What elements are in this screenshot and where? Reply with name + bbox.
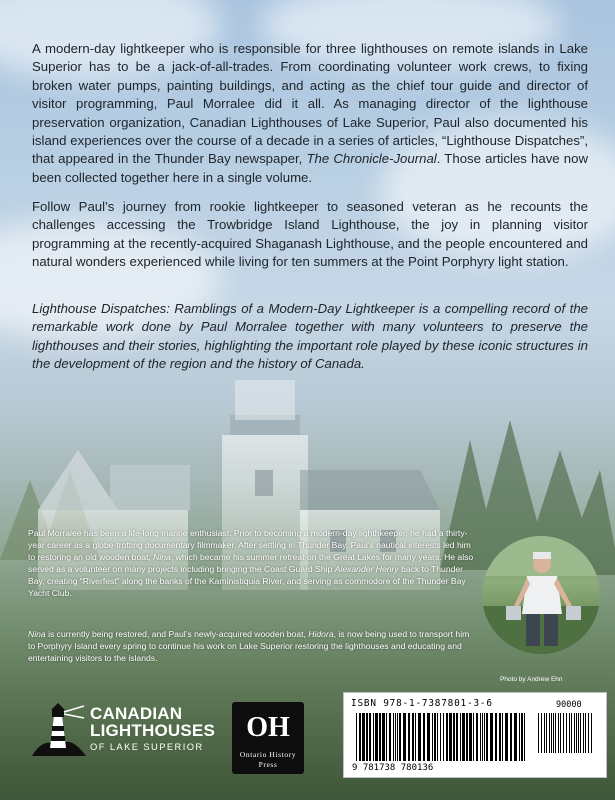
barcode-bar <box>476 713 478 761</box>
barcode-digits: 9 781738 780136 <box>352 763 434 773</box>
barcode-bar <box>389 713 391 761</box>
barcode-bar <box>490 713 493 761</box>
lighthouse-icon <box>30 700 88 760</box>
person-with-buckets-icon <box>482 536 600 654</box>
cl-logo-line1: CANADIAN <box>90 704 183 723</box>
barcode-bar <box>375 713 378 761</box>
author-bio-paragraph-2: Nina is currently being restored, and Paul’s newly-acquired wooden boat, Hidora, is now being used to transport him to Porphyry Island every spring to continue his work on Lake Superior restoring the lighthouses and educating and entertaining visitors to the islands. <box>28 629 470 664</box>
barcode-bar <box>560 713 561 753</box>
author-bio-paragraph-1: Paul Morralee has been a life-long marine enthusiast. Prior to becoming a modern-day lighthkeeper, he had a thirty-year career as a globe-trotting documentary filmmaker. After settling in Thunder Bay, Paul’s nautical interests led him to restoring an old wooden boat, Nina, which became his summer retreat on the Great Lakes for many years. He also served as a volunteer on many projects including bringing the Coast Guard Ship Alexander Henry back to Thunder Bay, creating “Riverfest” along the banks of the Kaministiquia River, and serving as commodore of the Thunder Bay Yacht Club. <box>28 528 474 599</box>
cl-logo-line3: OF LAKE SUPERIOR <box>90 741 204 752</box>
barcode-bar <box>399 713 401 761</box>
barcode-bar <box>553 713 554 753</box>
ohp-line2: Press <box>258 760 278 769</box>
barcode-bar <box>449 713 452 761</box>
barcode-bar <box>502 713 503 761</box>
barcode-bar <box>482 713 483 761</box>
barcode-bar <box>519 713 520 761</box>
barcode-bar <box>546 713 547 753</box>
barcode-bar <box>585 713 586 753</box>
barcode-bar <box>555 713 556 753</box>
barcode-bar <box>460 713 461 761</box>
barcode-bar <box>578 713 579 753</box>
barcode-bar <box>524 713 525 761</box>
barcode-bar <box>456 713 458 761</box>
barcode-bar <box>571 713 572 753</box>
barcode-bar <box>558 713 559 753</box>
barcode-bar <box>549 713 550 753</box>
roof <box>38 450 118 510</box>
barcode-bar <box>588 713 589 753</box>
barcode-bar <box>359 713 361 761</box>
barcode-bar <box>495 713 497 761</box>
barcode-bar <box>514 713 517 761</box>
isbn-barcode <box>343 692 607 778</box>
barcode-bar <box>566 713 567 753</box>
barcode-bar <box>356 713 357 761</box>
barcode-bar <box>412 713 414 761</box>
barcode-bar <box>379 713 381 761</box>
barcode-bar <box>469 713 472 761</box>
barcode-bar <box>362 713 365 761</box>
barcode-bar <box>382 713 385 761</box>
barcode-bar <box>418 713 421 761</box>
barcode-bar <box>373 713 374 761</box>
ohp-line1: Ontario History <box>239 750 297 759</box>
barcode-bar <box>551 713 552 753</box>
barcode-bar <box>462 713 465 761</box>
barcode-bar <box>386 713 387 761</box>
barcode-bar <box>583 713 584 753</box>
barcode-bar <box>466 713 468 761</box>
barcode-bar <box>397 713 398 761</box>
barcode-bar <box>538 713 539 753</box>
barcode-bar <box>434 713 436 761</box>
ohp-monogram: OH <box>246 712 290 743</box>
barcode-bar <box>510 713 512 761</box>
description-paragraph-3: Lighthouse Dispatches: Ramblings of a Modern-Day Lightkeeper is a compelling record of the remarkable work done by Paul Morralee together with many volunteers to preserve the lighthouses and their stories, highlighting the important role played by these iconic structures in the development of the region and the history of Canada. <box>32 301 588 372</box>
barcode-bar <box>580 713 581 753</box>
barcode-bar <box>443 713 444 761</box>
photo-credit: Photo by Andrew Ehn <box>500 676 563 683</box>
tower-window <box>255 470 273 496</box>
canadian-lighthouses-logo <box>30 700 220 762</box>
barcode-bar <box>440 713 441 761</box>
barcode-bar <box>423 713 425 761</box>
addon-digits: 90000 <box>556 700 582 710</box>
roof <box>300 470 440 510</box>
barcode-bar <box>369 713 371 761</box>
barcode-bar <box>591 713 592 753</box>
addon-barcode-bars <box>538 713 598 757</box>
description-paragraph-1: A modern-day lightkeeper who is responsible for three lighthouses on remote islands in Lake Superior has to be a jack-of-all-trades. From coordinating volunteer work crews, to fixing broken water pumps, painting buildings, and acting as the chief tour guide and director of visitor programming, Paul Morralee did it all. As managing director of the lighthouse preservation organization, Canadian Lighthouses of Lake Superior, Paul also documented his island experiences over the course of a decade in a series of articles, “Lighthouse Dispatches”, that appeared in the Thunder Bay newspaper, The Chronicle-Journal. Those articles have now been collected together here in a single volume. <box>32 41 588 185</box>
barcode-bar <box>486 713 488 761</box>
lantern-room <box>235 380 295 420</box>
barcode-bar <box>473 713 474 761</box>
barcode-bar <box>408 713 410 761</box>
barcode-bars <box>356 713 528 763</box>
ontario-history-press-logo <box>232 702 304 774</box>
barcode-bar <box>446 713 448 761</box>
barcode-bar <box>415 713 416 761</box>
barcode-bar <box>437 713 438 761</box>
description-paragraph-2: Follow Paul’s journey from rookie lightkeeper to seasoned veteran as he recounts the challenges accessing the Trowbridge Island Lighthouse, the joy in planning visitor programming at the recently-acquired Shaganash Lighthouse, and the people encountered and natural wonders experienced while living for ten summers at the Point Porphyry light station. <box>32 199 588 270</box>
barcode-bar <box>393 713 394 761</box>
barcode-bar <box>541 713 542 753</box>
barcode-bar <box>484 713 485 761</box>
barcode-bar <box>574 713 575 753</box>
barcode-bar <box>480 713 481 761</box>
roof <box>110 465 190 510</box>
barcode-bar <box>505 713 508 761</box>
barcode-bar <box>569 713 570 753</box>
barcode-bar <box>576 713 577 753</box>
barcode-bar <box>403 713 406 761</box>
barcode-bar <box>427 713 430 761</box>
barcode-bar <box>544 713 545 753</box>
barcode-bar <box>366 713 368 761</box>
barcode-bar <box>563 713 564 753</box>
barcode-bar <box>432 713 433 761</box>
barcode-bar <box>499 713 501 761</box>
cl-logo-line2: LIGHTHOUSES <box>90 721 215 740</box>
barcode-bar <box>521 713 523 761</box>
barcode-bar <box>453 713 455 761</box>
barcode-bar <box>395 713 396 761</box>
author-photo <box>482 536 600 654</box>
isbn-text: ISBN 978-1-7387801-3-6 <box>351 698 493 709</box>
